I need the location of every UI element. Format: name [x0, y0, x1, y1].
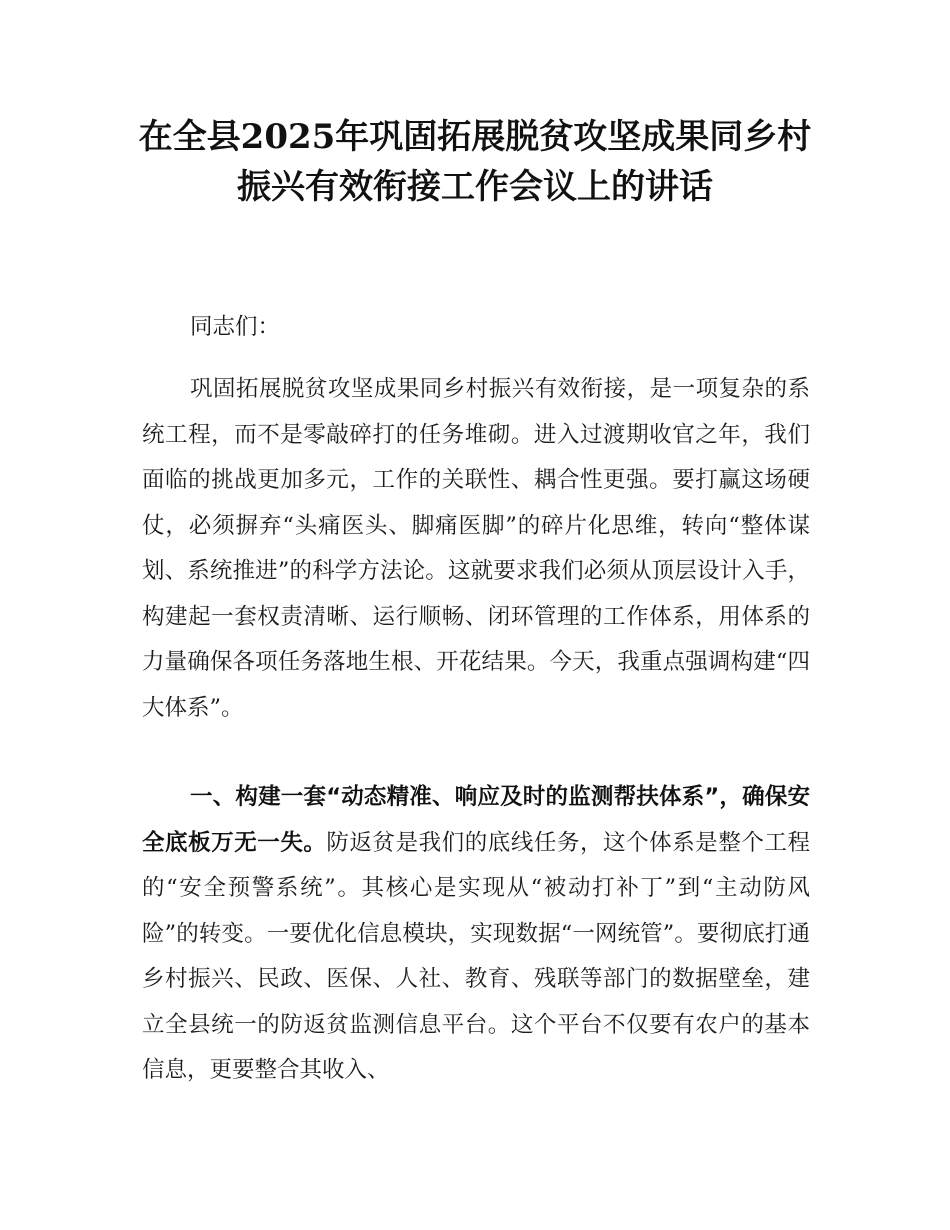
salutation: 同志们： — [190, 314, 281, 340]
document-title — [100, 112, 850, 212]
body-paragraph-intro — [142, 367, 810, 731]
intro-paragraph-text: 巩固拓展脱贫攻坚成果同乡村振兴有效衔接，是一项复杂的系统工程，而不是零敲碎打的任务堆砌。进入过渡期收官之年，我们面临的挑战更加多元，工作的关联性、耦合性更强。要打赢这场硬仗，必须摒弃“头痛医头、脚痛医脚”的碎片化思维，转向“整体谋划、系统推进”的科学方法论。这就要求我们必须从顶层设计入手，构建起一套权责清晰、运行顺畅、闭环管理的工作体系，用体系的力量确保各项任务落地生根、开花结果。今天，我重点强调构建“四大体系”。 — [142, 376, 810, 721]
title-line-2: 振兴有效衔接工作会议上的讲话 — [237, 167, 713, 207]
title-line-1: 在全县2025年巩固拓展脱贫攻坚成果同乡村 — [138, 117, 812, 157]
section-1-body: 防返贫是我们的底线任务，这个体系是整个工程的“安全预警系统”。其核心是实现从“被动打补丁”到“主动防风险”的转变。一要优化信息模块，实现数据“一网统管”。要彻底打通乡村振兴、民政、医保、人社、教育、残联等部门的数据壁垒，建立全县统一的防返贫监测信息平台。这个平台不仅要有农户的基本信息，更要整合其收入、 — [142, 829, 810, 1083]
section-1-heading: 一、构建一套“动态精准、响应及时的监测帮扶体系”，确保安全底板万无一失。 — [142, 784, 810, 856]
section-1-paragraph — [142, 775, 810, 1094]
body-paragraph-section-1 — [142, 775, 810, 1094]
